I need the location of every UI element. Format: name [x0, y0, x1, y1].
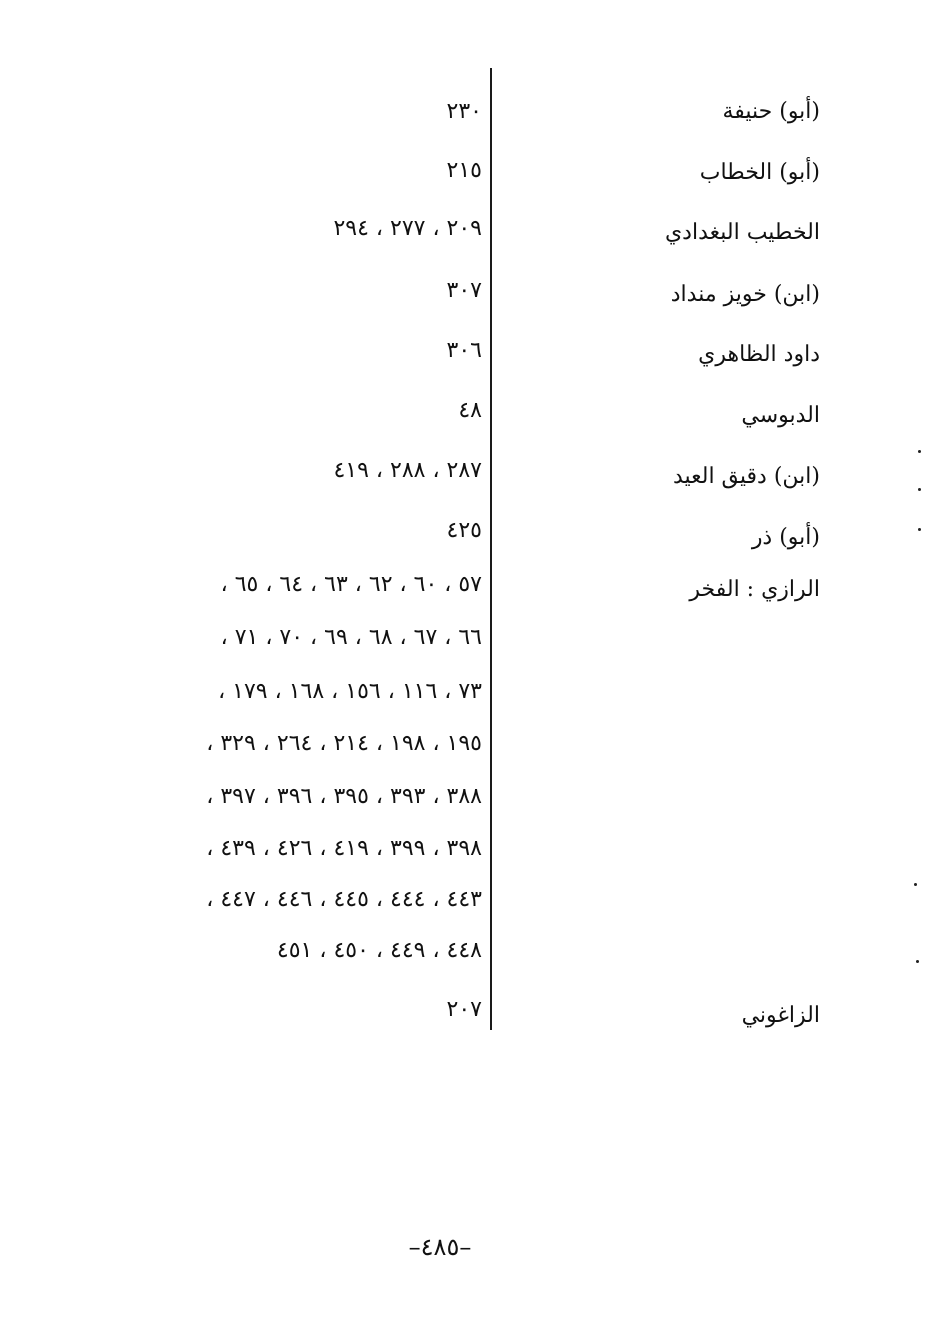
entry-pages: ٢١٥ — [446, 158, 482, 183]
entry-name: الزاغوني — [741, 1003, 820, 1028]
entry-pages: ٣٨٨ ، ٣٩٣ ، ٣٩٥ ، ٣٩٦ ، ٣٩٧ ، — [206, 784, 482, 809]
entry-name: الرازي : الفخر — [689, 577, 820, 602]
entry-name: (أبو) الخطاب — [699, 160, 820, 185]
entry-pages: ٥٧ ، ٦٠ ، ٦٢ ، ٦٣ ، ٦٤ ، ٦٥ ، — [220, 572, 482, 597]
entry-pages: ٢٨٧ ، ٢٨٨ ، ٤١٩ — [333, 458, 482, 483]
entry-pages: ٤٤٨ ، ٤٤٩ ، ٤٥٠ ، ٤٥١ — [276, 938, 482, 963]
scan-speck — [918, 528, 921, 531]
entry-name: (أبو) ذر — [751, 525, 820, 550]
entry-pages: ٢٠٩ ، ٢٧٧ ، ٢٩٤ — [333, 216, 482, 241]
entry-pages: ٣٠٦ — [446, 338, 482, 363]
scan-speck — [914, 883, 917, 886]
column-divider — [490, 68, 492, 1030]
scan-speck — [916, 960, 919, 963]
entry-pages: ٣٠٧ — [446, 278, 482, 303]
entry-name: داود الظاهري — [698, 342, 820, 367]
entry-pages: ٢٣٠ — [446, 99, 482, 124]
entry-name: (أبو) حنيفة — [722, 99, 820, 124]
entry-pages: ٧٣ ، ١١٦ ، ١٥٦ ، ١٦٨ ، ١٧٩ ، — [218, 679, 482, 704]
entry-name: (ابن) خويز منداد — [670, 282, 820, 307]
entry-pages: ٣٩٨ ، ٣٩٩ ، ٤١٩ ، ٤٢٦ ، ٤٣٩ ، — [206, 836, 482, 861]
scan-speck — [918, 450, 921, 453]
entry-pages: ٢٠٧ — [446, 997, 482, 1022]
entry-name: (ابن) دقيق العيد — [672, 464, 820, 489]
entry-pages: ٦٦ ، ٦٧ ، ٦٨ ، ٦٩ ، ٧٠ ، ٧١ ، — [220, 625, 482, 650]
page-number: –٤٨٥– — [408, 1233, 472, 1261]
entry-pages: ١٩٥ ، ١٩٨ ، ٢١٤ ، ٢٦٤ ، ٣٢٩ ، — [206, 731, 482, 756]
entry-pages: ٤٤٣ ، ٤٤٤ ، ٤٤٥ ، ٤٤٦ ، ٤٤٧ ، — [206, 887, 482, 912]
entry-pages: ٤٢٥ — [446, 518, 482, 543]
scan-speck — [918, 488, 921, 491]
entry-name: الخطيب البغدادي — [664, 220, 820, 245]
entry-pages: ٤٨ — [458, 398, 482, 423]
entry-name: الدبوسي — [741, 403, 820, 428]
